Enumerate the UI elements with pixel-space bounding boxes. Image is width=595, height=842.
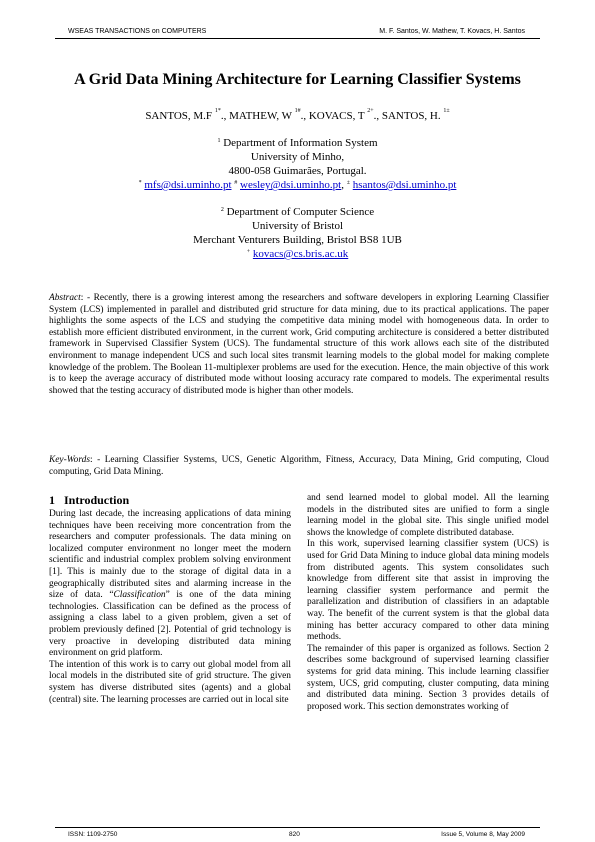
header-rule	[55, 38, 540, 39]
footer-issue: Issue 5, Volume 8, May 2009	[441, 831, 525, 838]
author-name: SANTOS, H.	[381, 110, 441, 122]
paragraph: and send learned model to global model. All the learning models in the distributed sites are unified to form a single learning model in the global site. This single unified model shows the knowledge of complete distributed database.	[307, 493, 549, 538]
author-separator: .,	[220, 110, 227, 122]
running-header-authors: M. F. Santos, W. Mathew, T. Kovacs, H. Santos	[379, 28, 525, 35]
author-superscript: 1±	[443, 108, 450, 114]
paragraph: The intention of this work is to carry out global model from all local models in the distributed site of grid structure. The given system has diverse distributed sites (agents) and a global (central) site. The learning processes are carried out in local site	[49, 659, 291, 705]
author-name: SANTOS, M.F	[145, 110, 213, 122]
footer-issn: ISSN: 1109-2750	[68, 831, 118, 838]
email-link[interactable]: mfs@dsi.uminho.pt	[144, 179, 232, 191]
section-number: 1	[49, 493, 55, 507]
abstract	[49, 293, 549, 397]
affiliation-university: University of Minho,	[250, 151, 345, 163]
affiliation-emails	[0, 247, 595, 261]
footer-rule	[55, 827, 540, 828]
author-name: MATHEW, W	[229, 110, 292, 122]
email-link[interactable]: wesley@dsi.uminho.pt	[240, 179, 342, 191]
email-link[interactable]: kovacs@cs.bris.ac.uk	[252, 248, 349, 260]
affiliation-superscript: 2	[220, 207, 224, 213]
affiliation-1	[0, 136, 595, 192]
author-superscript: 1#	[294, 108, 301, 114]
emphasis-text: Classification	[113, 590, 166, 601]
email-superscript: +	[246, 249, 251, 255]
email-superscript: #	[234, 180, 238, 186]
right-column	[307, 493, 549, 713]
email-superscript: *	[138, 180, 142, 186]
affiliation-address: 4800-058 Guimarães, Portugal.	[228, 165, 367, 177]
paragraph: In this work, supervised learning classifier system (UCS) is used for Grid Data Mining to induce global data mining models from distributed agents. This system consolidates such knowledge from different site that assist in improving the learning classifier system performance and permit the parallelization and distribution of classifiers in an adaptable way. The benefit of the current system is that the global data mining has better accuracy compared to other data mining methods.	[307, 539, 549, 643]
running-header-journal: WSEAS TRANSACTIONS on COMPUTERS	[68, 28, 207, 35]
paragraph-text: ” is one of the data mining technologies. Classification can be defined as the process of assigning a class label to a given problem, given a set of problem previously defined [2]. Potential of grid technology is very proactive in developing distributed data mining environment on grid platform.	[49, 590, 291, 659]
author-separator: .,	[300, 110, 307, 122]
email-superscript: ±	[346, 180, 350, 186]
affiliation-2	[0, 205, 595, 261]
section-heading	[49, 493, 291, 507]
section-title: Introduction	[64, 493, 130, 507]
author-name: KOVACS, T	[308, 110, 365, 122]
paper-title: A Grid Data Mining Architecture for Learning Classifier Systems	[74, 71, 521, 88]
author-list	[0, 110, 595, 122]
author-separator: .,	[373, 110, 380, 122]
affiliation-university: University of Bristol	[251, 220, 344, 232]
affiliation-address: Merchant Venturers Building, Bristol BS8 1UB	[193, 234, 402, 246]
left-column	[49, 493, 291, 706]
footer-page-number: 820	[289, 831, 300, 838]
keywords-label: Key-Words	[49, 455, 90, 465]
paragraph-text: During last decade, the increasing applications of data mining techniques have been receiving more concentration from the researchers and computer professionals. The data mining on localized computer environment no longer meet the modern scientific and industrial complex problem solving environment [1]. This is mainly due to the storage of digital data in a geographically distributed sites and alarming increase in the size of data. “	[49, 509, 291, 601]
author-superscript: 1*	[214, 108, 221, 114]
abstract-label: Abstract	[49, 293, 81, 303]
affiliation-superscript: 1	[217, 138, 221, 144]
author-superscript: 2+	[367, 108, 374, 114]
keywords	[49, 455, 549, 478]
paragraph: The remainder of this paper is organized as follows. Section 2 describes some background of supervised learning classifier systems for grid data mining. This include learning classifier system, UCS, grid computing, cluster computing, data mining and distributed data mining. Section 3 provides details of proposed work. This section demonstrates working of	[307, 643, 549, 712]
affiliation-department: Department of Computer Science	[226, 206, 375, 218]
keywords-text: : - Learning Classifier Systems, UCS, Genetic Algorithm, Fitness, Accuracy, Data Mining, Grid computing, Cloud computing, Grid Data Mining.	[49, 455, 549, 477]
affiliation-emails: * mfs@dsi.uminho.pt # wesley@dsi.uminho.pt, ± hsantos@dsi.uminho.pt	[138, 179, 457, 191]
email-link[interactable]: hsantos@dsi.uminho.pt	[352, 179, 457, 191]
abstract-text: : - Recently, there is a growing interest among the researchers and software developers in exploring Learning Classifier System (LCS) implemented in parallel and distributed grid structure for data mining, due to its practical applications. The paper highlights the some aspects of the LCS and studying the competitive data mining model with homogeneous data. In order to establish more efficient distributed environment, in the current work, Grid computing architecture is considered a better distributed framework in Supervised Classifier System (UCS). The fundamental structure of this work allows each site of the distributed environment to manage independent UCS and such local sites transmit learning models to the global model for making complete knowledge of the problem. The Boolean 11-multiplexer problems are used for the execution. Hence, the main objective of this work is to keep the average accuracy of distributed mode without loosing accuracy rate compared to models. The experimental results showed that the testing accuracy of distributed mode is higher than other models.	[49, 293, 549, 396]
paragraph	[49, 509, 291, 660]
affiliation-department: Department of Information System	[223, 137, 378, 149]
